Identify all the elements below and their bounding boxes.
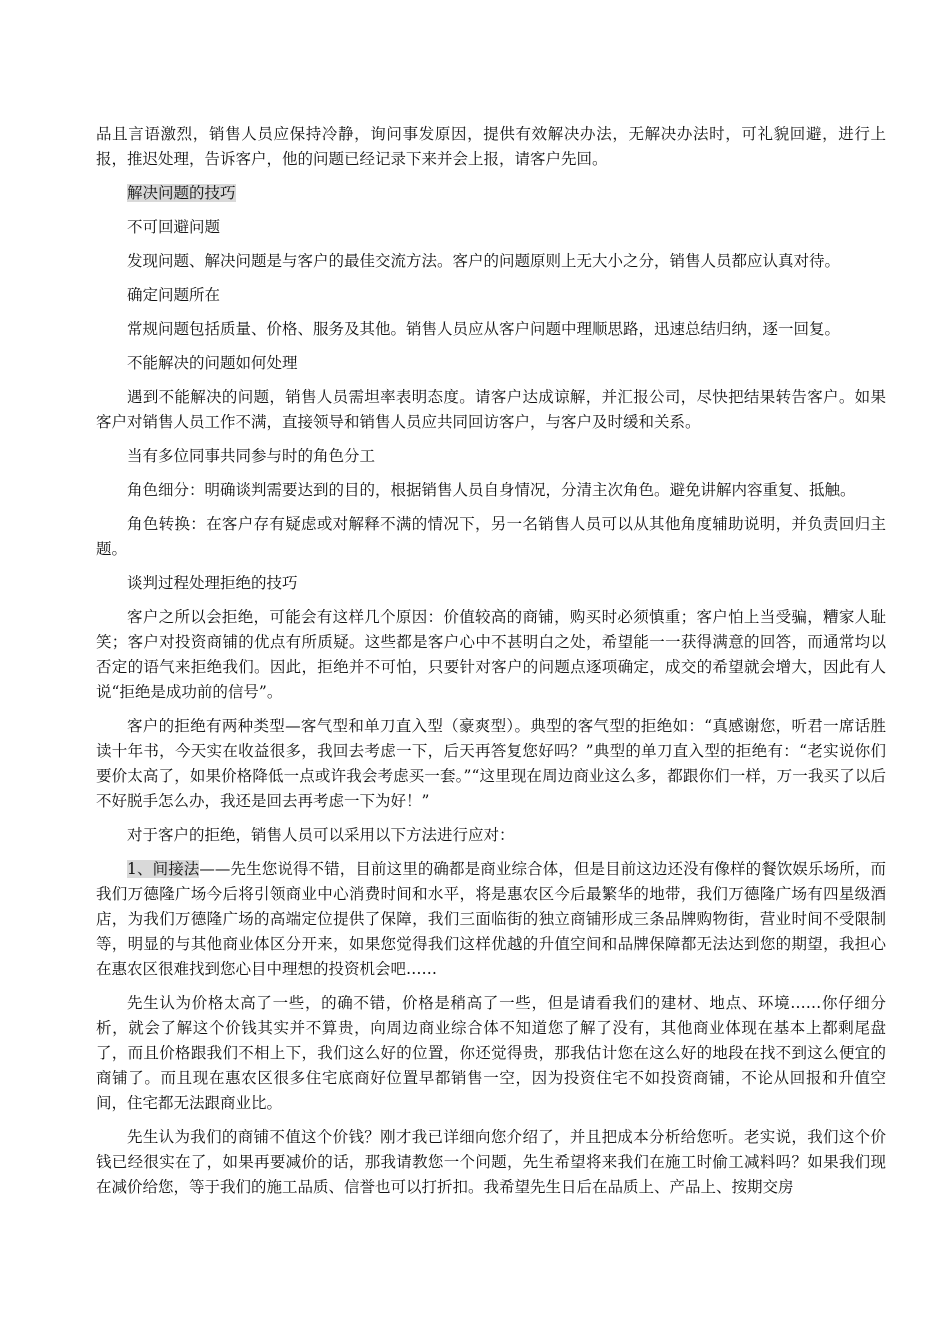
paragraph: 常规问题包括质量、价格、服务及其他。销售人员应从客户问题中理顺思路，迅速总结归纳，逐一回复。 bbox=[127, 320, 841, 338]
paragraph: 对于客户的拒绝，销售人员可以采用以下方法进行应对： bbox=[127, 826, 515, 844]
paragraph: 遇到不能解决的问题，销售人员需坦率表明态度。请客户达成谅解，并汇报公司，尽快把结果转告客户。如果客户对销售人员工作不满，直接领导和销售人员应共同回访客户，与客户及时缓和关系。 bbox=[96, 388, 886, 431]
subheading: 确定问题所在 bbox=[127, 286, 221, 304]
paragraph: 先生认为我们的商铺不值这个价钱？刚才我已详细向您介绍了，并且把成本分析给您听。老实说，我们这个价钱已经很实在了，如果再要减价的话，那我请教您一个问题，先生希望将来我们在施工时偷工减料吗？如果我们现在减价给您，等于我们的施工品质、信誉也可以打折扣。我希望先生日后在品质上、产品上、按期交房 bbox=[96, 1128, 886, 1196]
paragraph: 发现问题、解决问题是与客户的最佳交流方法。客户的问题原则上无大小之分，销售人员都应认真对待。 bbox=[127, 252, 841, 270]
subheading: 谈判过程处理拒绝的技巧 bbox=[127, 574, 298, 592]
document-page bbox=[96, 122, 886, 1209]
subheading: 不可回避问题 bbox=[127, 218, 221, 236]
method-label: 1、间接法 bbox=[127, 860, 200, 878]
paragraph: 客户之所以会拒绝，可能会有这样几个原因：价值较高的商铺，购买时必须慎重；客户怕上当受骗，糟家人耻笑；客户对投资商铺的优点有所质疑。这些都是客户心中不甚明白之处，希望能一一获得满意的回答，而通常均以否定的语气来拒绝我们。因此，拒绝并不可怕，只要针对客户的问题点逐项确定，成交的希望就会增大，因此有人说“拒绝是成功前的信号”。 bbox=[96, 608, 886, 701]
subheading: 不能解决的问题如何处理 bbox=[127, 354, 298, 372]
method-text: ——先生您说得不错，目前这里的确都是商业综合体，但是目前这边还没有像样的餐饮娱乐场所，而我们万德隆广场今后将引领商业中心消费时间和水平，将是惠农区今后最繁华的地带，我们万德隆广场有四星级酒店，为我们万德隆广场的高端定位提供了保障，我们三面临街的独立商铺形成三条品牌购物街，营业时间不受限制等，明显的与其他商业体区分开来，如果您觉得我们这样优越的升值空间和品牌保障都无法达到您的期望，我担心在惠农区很难找到您心目中理想的投资机会吧…… bbox=[96, 860, 886, 978]
heading-problem-solving bbox=[96, 181, 886, 206]
highlighted-heading: 解决问题的技巧 bbox=[127, 184, 236, 202]
paragraph: 客户的拒绝有两种类型—客气型和单刀直入型（豪爽型）。典型的客气型的拒绝如：“真感谢您，听君一席话胜读十年书，今天实在收益很多，我回去考虑一下，后天再答复您好吗？”典型的单刀直入型的拒绝有：“老实说你们要价太高了，如果价格降低一点或许我会考虑买一套。”“这里现在周边商业这么多，都跟你们一样，万一我买了以后不好脱手怎么办，我还是回去再考虑一下为好！” bbox=[96, 717, 886, 810]
subheading: 当有多位同事共同参与时的角色分工 bbox=[127, 447, 376, 465]
paragraph-indirect-method bbox=[96, 857, 886, 982]
paragraph: 先生认为价格太高了一些，的确不错，价格是稍高了一些，但是请看我们的建材、地点、环境……你仔细分析，就会了解这个价钱其实并不算贵，向周边商业综合体不知道您了解了没有，其他商业体现在基本上都剩尾盘了，而且价格跟我们不相上下，我们这么好的位置，你还觉得贵，那我估计您在这么好的地段在找不到这么便宜的商铺了。而且现在惠农区很多住宅底商好位置早都销售一空，因为投资住宅不如投资商铺，不论从回报和升值空间，住宅都无法跟商业比。 bbox=[96, 994, 886, 1112]
paragraph: 角色转换：在客户存有疑虑或对解释不满的情况下，另一名销售人员可以从其他角度辅助说明，并负责回归主题。 bbox=[96, 515, 886, 558]
paragraph-intro: 品且言语激烈，销售人员应保持冷静，询问事发原因，提供有效解决办法，无解决办法时，可礼貌回避，进行上报，推迟处理，告诉客户，他的问题已经记录下来并会上报，请客户先回。 bbox=[96, 125, 886, 168]
paragraph: 角色细分：明确谈判需要达到的目的，根据销售人员自身情况，分清主次角色。避免讲解内容重复、抵触。 bbox=[127, 481, 856, 499]
